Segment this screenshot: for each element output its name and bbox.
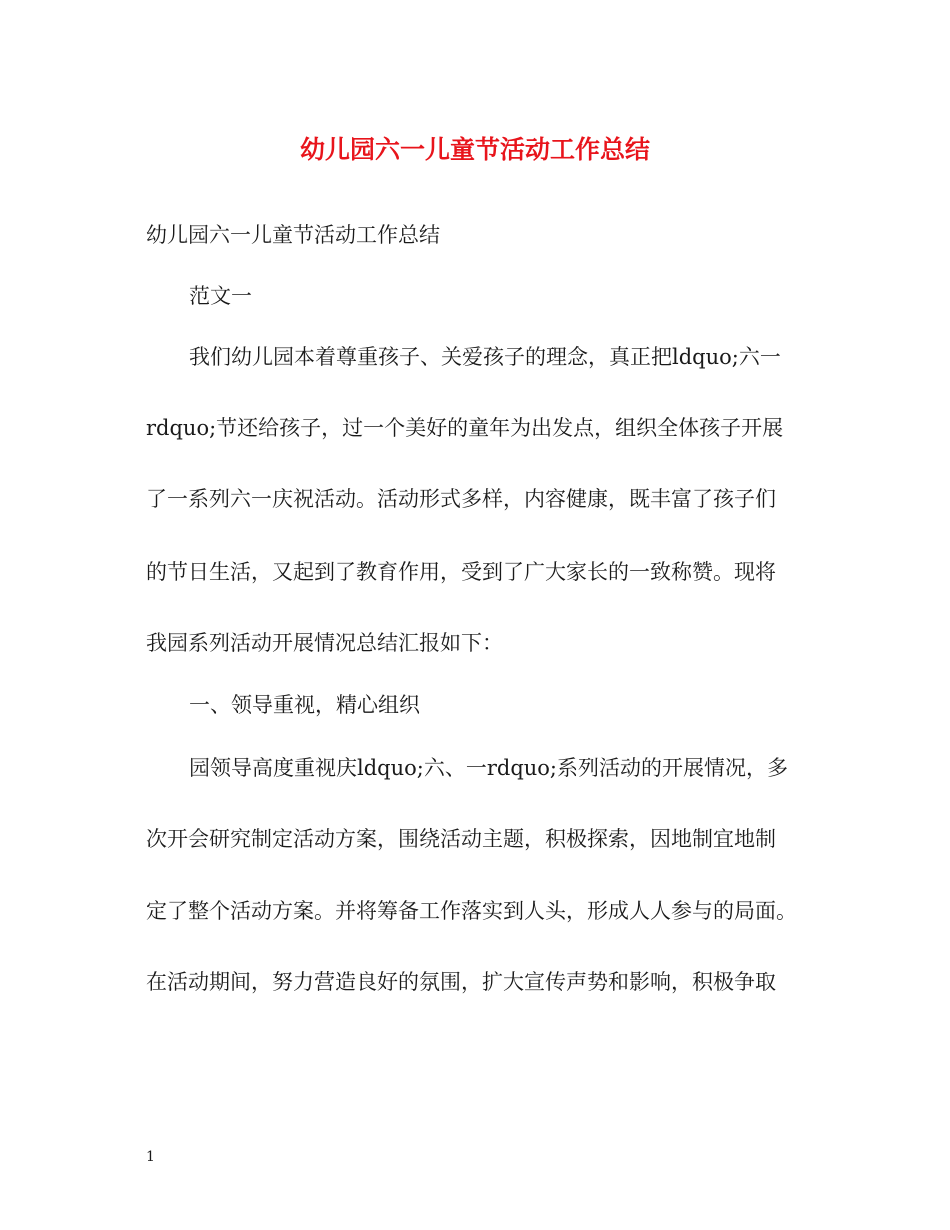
paragraph-line: 次开会研究制定活动方案，围绕活动主题，积极探索，因地制宜地制 <box>146 827 776 851</box>
document-title: 幼儿园六一儿童节活动工作总结 <box>299 135 650 164</box>
paragraph-line: 我园系列活动开展情况总结汇报如下： <box>146 631 503 655</box>
paragraph-line: rdquo;节还给孩子，过一个美好的童年为出发点，组织全体孩子开展 <box>146 416 784 440</box>
section-label: 范文一 <box>189 284 252 308</box>
subtitle-line: 幼儿园六一儿童节活动工作总结 <box>146 223 440 247</box>
section-heading: 一、领导重视，精心组织 <box>189 693 420 717</box>
paragraph-line: 在活动期间，努力营造良好的氛围，扩大宣传声势和影响，积极争取 <box>146 970 776 994</box>
paragraph-line: 定了整个活动方案。并将筹备工作落实到人头，形成人人参与的局面。 <box>146 899 797 923</box>
paragraph-line: 的节日生活，又起到了教育作用，受到了广大家长的一致称赞。现将 <box>146 560 776 584</box>
paragraph-line: 园领导高度重视庆ldquo;六、一rdquo;系列活动的开展情况，多 <box>189 756 789 780</box>
paragraph-line: 我们幼儿园本着尊重孩子、关爱孩子的理念，真正把ldquo;六一 <box>189 345 781 369</box>
paragraph-line: 了一系列六一庆祝活动。活动形式多样，内容健康，既丰富了孩子们 <box>146 487 776 511</box>
page-number: 1 <box>146 1149 155 1165</box>
